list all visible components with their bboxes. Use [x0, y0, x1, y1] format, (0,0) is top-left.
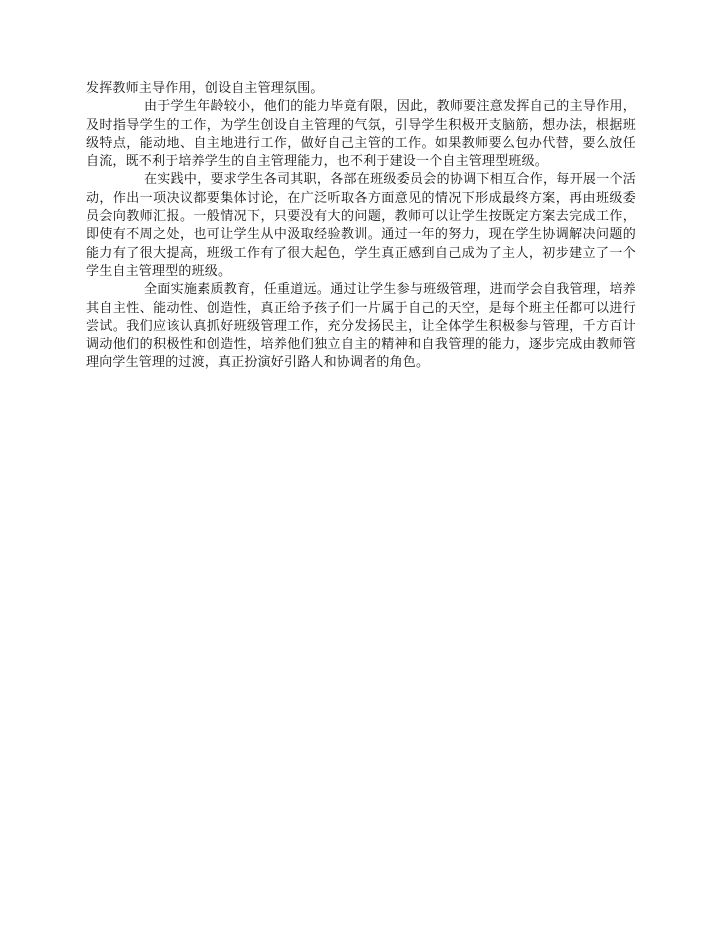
- paragraph-heading-line: 发挥教师主导作用，创设自主管理氛围。: [86, 81, 324, 96]
- document-body: [86, 80, 636, 373]
- paragraph-conclusion: 全面实施素质教育，任重道远。通过让学生参与班级管理，进而学会自我管理，培养其自主性、能动性、创造性，真正给予孩子们一片属于自己的天空，是每个班主任都可以进行尝试。我们应该认真抓好班级管理工作，充分发扬民主，让全体学生积极参与管理，千方百计调动他们的积极性和创造性，培养他们独立自主的精神和自我管理的能力，逐步完成由教师管理向学生管理的过渡，真正扮演好引路人和协调者的角色。: [86, 282, 636, 371]
- paragraph-practice: 在实践中，要求学生各司其职，各部在班级委员会的协调下相互合作，每开展一个活动，作出一项决议都要集体讨论，在广泛听取各方面意见的情况下形成最终方案，再由班级委员会向教师汇报。一般情况下，只要没有大的问题，教师可以让学生按既定方案去完成工作，即使有不周之处，也可让学生从中汲取经验教训。通过一年的努力，现在学生协调解决问题的能力有了很大提高，班级工作有了很大起色，学生真正感到自己成为了主人，初步建立了一个学生自主管理型的班级。: [86, 172, 636, 279]
- paragraph-teacher-guidance: 由于学生年龄较小，他们的能力毕竟有限，因此，教师要注意发挥自己的主导作用，及时指导学生的工作，为学生创设自主管理的气氛，引导学生积极开支脑筋，想办法，根据班级特点，能动地、自主地进行工作，做好自己主管的工作。如果教师要么包办代替，要么放任自流，既不利于培养学生的自主管理能力，也不利于建设一个自主管理型班级。: [86, 99, 636, 170]
